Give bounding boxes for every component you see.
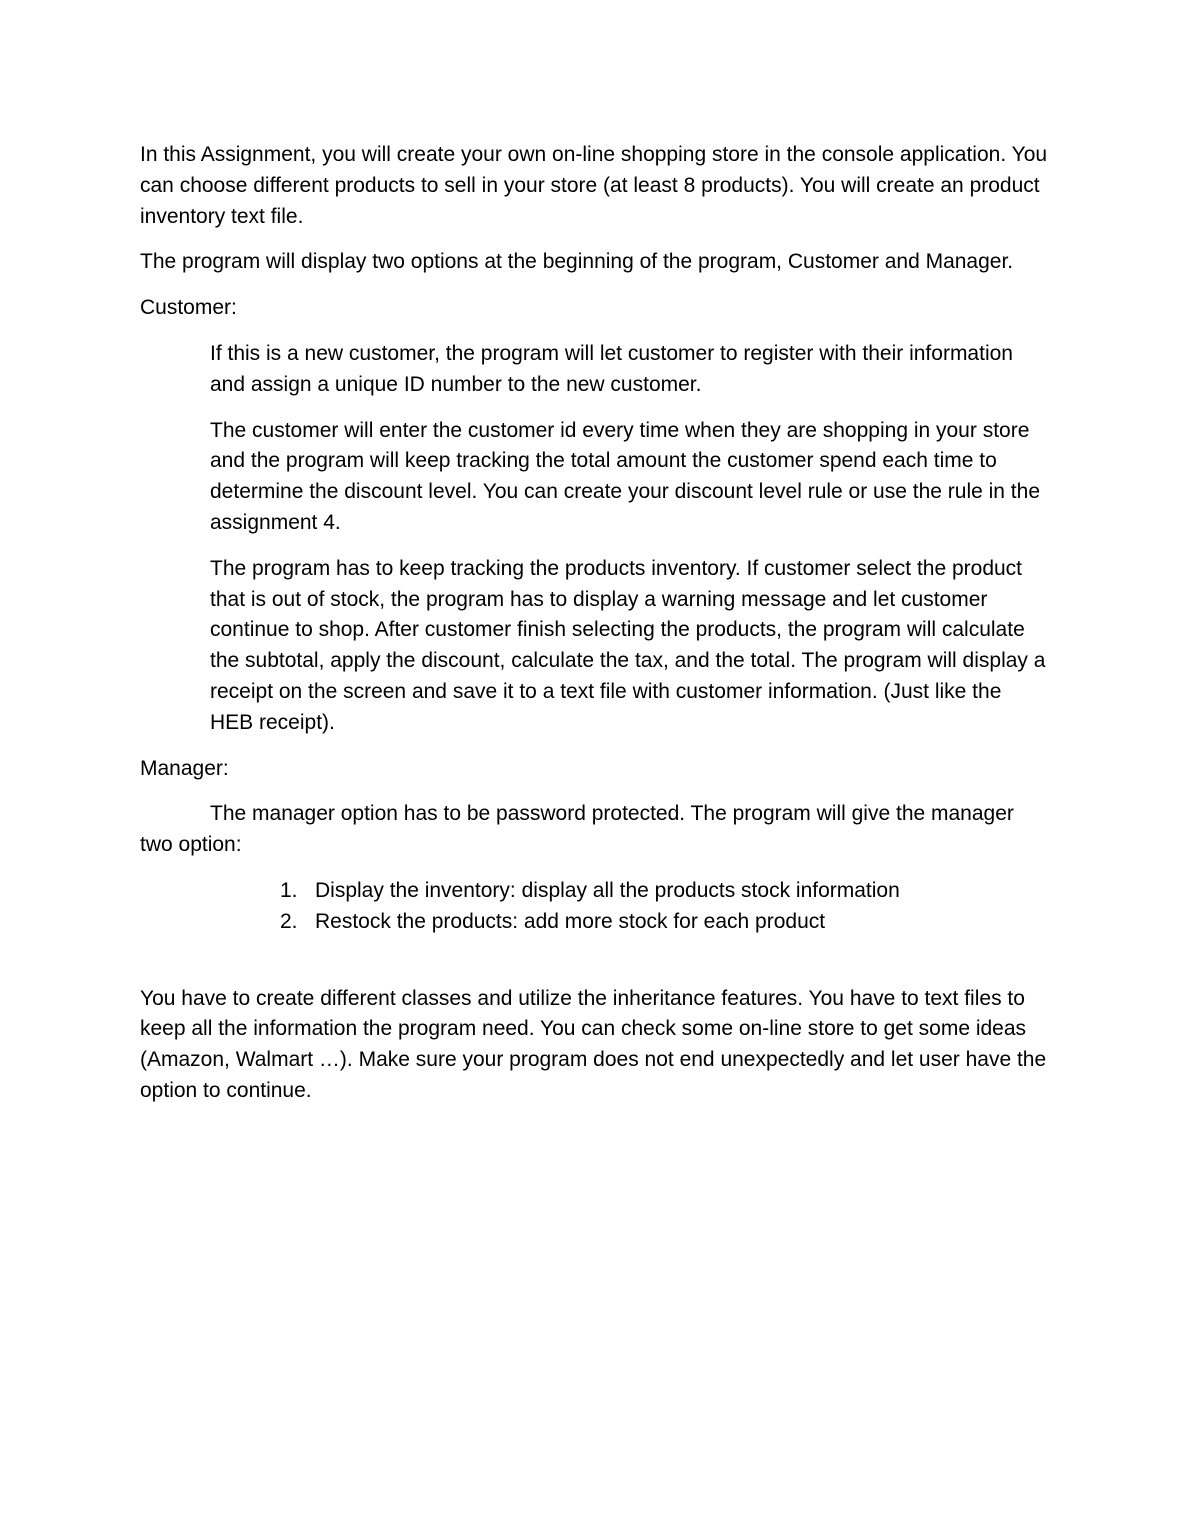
document-body — [140, 140, 1050, 1122]
customer-heading: Customer: — [140, 296, 237, 320]
list-item-number: 2. — [280, 909, 298, 933]
list-item — [140, 907, 1050, 938]
closing-paragraph: You have to create different classes and utilize the inheritance features. You have to text files to keep all the information the program need. You can check some on-line store to get some ideas (Amazon, Walmart …). Make sure your program does not end unexpectedly and let user have the option to continue. — [140, 986, 1047, 1102]
manager-heading: Manager: — [140, 756, 229, 780]
intro-paragraph: In this Assignment, you will create your own on-line shopping store in the console application. You can choose different products to sell in your store (at least 8 products). You will create an product inventory text file. — [140, 143, 1048, 228]
list-item-number: 1. — [280, 878, 298, 902]
list-item — [140, 876, 1050, 907]
customer-inventory-paragraph: The program has to keep tracking the products inventory. If customer select the product that is out of stock, the program has to display a warning message and let customer continue to shop. After customer finish selecting the products, the program will calculate the subtotal, apply the discount, calculate the tax, and the total. The program will display a receipt on the screen and save it to a text file with customer information. (Just like the HEB receipt). — [210, 556, 1046, 734]
list-item-text: Restock the products: add more stock for each product — [315, 909, 826, 933]
manager-options-list — [140, 876, 1050, 938]
blank-line — [140, 938, 1050, 984]
customer-registration-paragraph: If this is a new customer, the program will let customer to register with their information and assign a unique ID number to the new customer. — [210, 341, 1013, 396]
manager-paragraph: The manager option has to be password protected. The program will give the manager two option: — [140, 802, 1014, 857]
customer-discount-paragraph: The customer will enter the customer id every time when they are shopping in your store and the program will keep tracking the total amount the customer spend each time to determine the discount level. You can create your discount level rule or use the rule in the assignment 4. — [210, 418, 1041, 534]
list-item-text: Display the inventory: display all the products stock information — [315, 878, 900, 902]
options-intro-paragraph: The program will display two options at the beginning of the program, Customer and Manager. — [140, 250, 1014, 274]
